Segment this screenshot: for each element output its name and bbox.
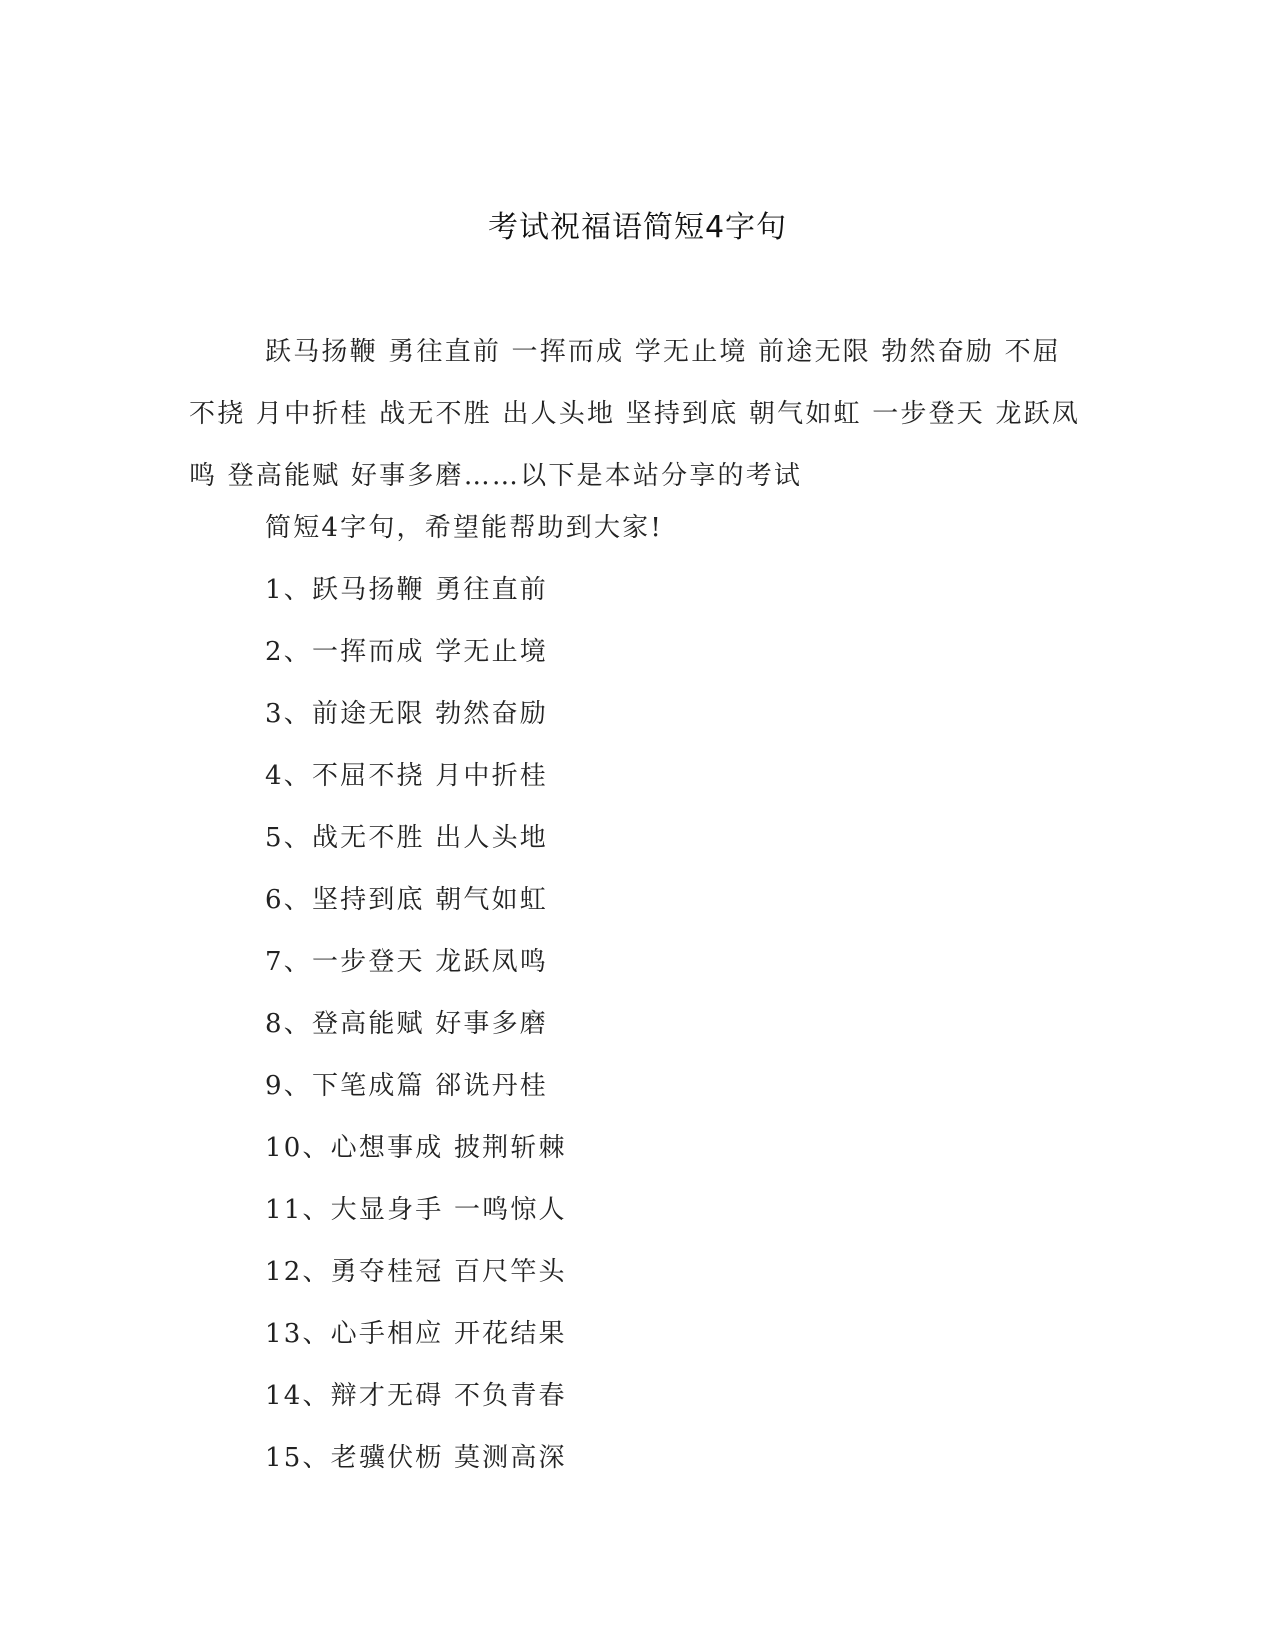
list-item: 14、辩才无碍 不负青春 <box>265 1381 567 1411</box>
list-item: 4、不屈不挠 月中折桂 <box>265 761 549 791</box>
list-item: 12、勇夺桂冠 百尺竿头 <box>265 1257 567 1287</box>
intro-continuation: 简短4字句，希望能帮助到大家! <box>265 513 663 543</box>
blessing-list <box>265 570 567 1500</box>
intro-paragraph: 跃马扬鞭 勇往直前 一挥而成 学无止境 前途无限 勃然奋励 不屈不挠 月中折桂 战无不胜 出人头地 坚持到底 朝气如虹 一步登天 龙跃凤鸣 登高能赋 好事多磨……以下是本站分享的考试 <box>189 337 1081 491</box>
list-item: 2、一挥而成 学无止境 <box>265 637 549 667</box>
list-item: 7、一步登天 龙跃凤鸣 <box>265 947 549 977</box>
list-item: 15、老骥伏枥 莫测高深 <box>265 1443 567 1473</box>
list-item: 6、坚持到底 朝气如虹 <box>265 885 549 915</box>
list-item: 3、前途无限 勃然奋励 <box>265 699 549 729</box>
list-item: 8、登高能赋 好事多磨 <box>265 1009 549 1039</box>
list-item: 5、战无不胜 出人头地 <box>265 823 549 853</box>
list-item: 13、心手相应 开花结果 <box>265 1319 567 1349</box>
list-item: 9、下笔成篇 郤诜丹桂 <box>265 1071 549 1101</box>
list-item: 10、心想事成 披荆斩棘 <box>265 1133 567 1163</box>
list-item: 11、大显身手 一鸣惊人 <box>265 1195 567 1225</box>
list-item: 1、跃马扬鞭 勇往直前 <box>265 575 549 605</box>
document-title: 考试祝福语简短4字句 <box>487 210 788 245</box>
